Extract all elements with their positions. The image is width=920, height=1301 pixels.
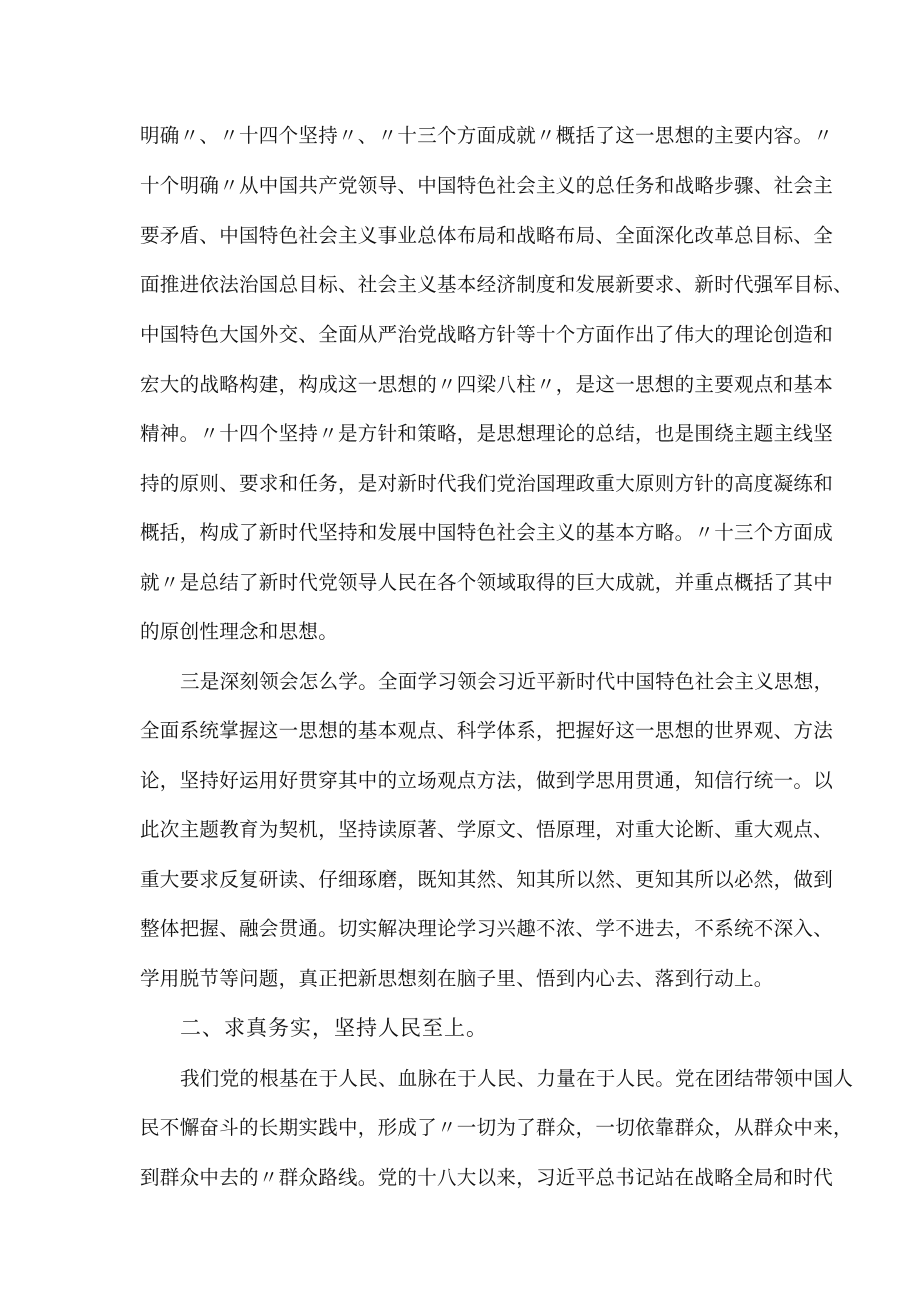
paragraph-2-line-5: 重大要求反复研读、仔细琢磨，既知其然、知其所以然、更知其所以必然，做到: [140, 868, 834, 891]
paragraph-1-line-9: 概括，构成了新时代坚持和发展中国特色社会主义的基本方略。〃十三个方面成: [140, 521, 834, 544]
paragraph-3-line-2: 民不懈奋斗的长期实践中，形成了〃一切为了群众，一切依靠群众，从群众中来，: [140, 1116, 853, 1139]
paragraph-3-line-1: 我们党的根基在于人民、血脉在于人民、力量在于人民。党在团结带领中国人: [180, 1067, 854, 1090]
paragraph-2-line-1: 三是深刻领会怎么学。全面学习领会习近平新时代中国特色社会主义思想，: [180, 670, 834, 693]
paragraph-1-line-1: 明确〃、〃十四个坚持〃、〃十三个方面成就〃概括了这一思想的主要内容。〃: [140, 124, 834, 147]
paragraph-1-line-2: 十个明确〃从中国共产党领导、中国特色社会主义的总任务和战略步骤、社会主: [140, 174, 834, 197]
paragraph-1-line-4: 面推进依法治国总目标、社会主义基本经济制度和发展新要求、新时代强军目标、: [140, 273, 853, 296]
paragraph-2-line-6: 整体把握、融会贯通。切实解决理论学习兴趣不浓、学不进去，不系统不深入、: [140, 917, 834, 940]
paragraph-1-line-3: 要矛盾、中国特色社会主义事业总体布局和战略布局、全面深化改革总目标、全: [140, 224, 834, 247]
paragraph-1-line-6: 宏大的战略构建，构成这一思想的〃四梁八柱〃，是这一思想的主要观点和基本: [140, 373, 834, 396]
section-heading: 二、求真务实，坚持人民至上。: [180, 1016, 488, 1040]
paragraph-1-line-7: 精神。〃十四个坚持〃是方针和策略，是思想理论的总结，也是围绕主题主线坚: [140, 422, 834, 445]
paragraph-1-line-5: 中国特色大国外交、全面从严治党战略方针等十个方面作出了伟大的理论创造和: [140, 323, 834, 346]
paragraph-2-line-2: 全面系统掌握这一思想的基本观点、科学体系，把握好这一思想的世界观、方法: [140, 719, 834, 742]
paragraph-2-line-7: 学用脱节等问题，真正把新思想刻在脑子里、悟到内心去、落到行动上。: [140, 967, 774, 990]
paragraph-1-line-8: 持的原则、要求和任务，是对新时代我们党治国理政重大原则方针的高度凝练和: [140, 472, 834, 495]
paragraph-3-line-3: 到群众中去的〃群众路线。党的十八大以来，习近平总书记站在战略全局和时代: [140, 1166, 834, 1189]
paragraph-2-line-4: 此次主题教育为契机，坚持读原著、学原文、悟原理，对重大论断、重大观点、: [140, 818, 834, 841]
paragraph-1-line-11: 的原创性理念和思想。: [140, 620, 339, 643]
paragraph-1-line-10: 就〃是总结了新时代党领导人民在各个领域取得的巨大成就，并重点概括了其中: [140, 571, 834, 594]
paragraph-2-line-3: 论，坚持好运用好贯穿其中的立场观点方法，做到学思用贯通，知信行统一。以: [140, 769, 834, 792]
